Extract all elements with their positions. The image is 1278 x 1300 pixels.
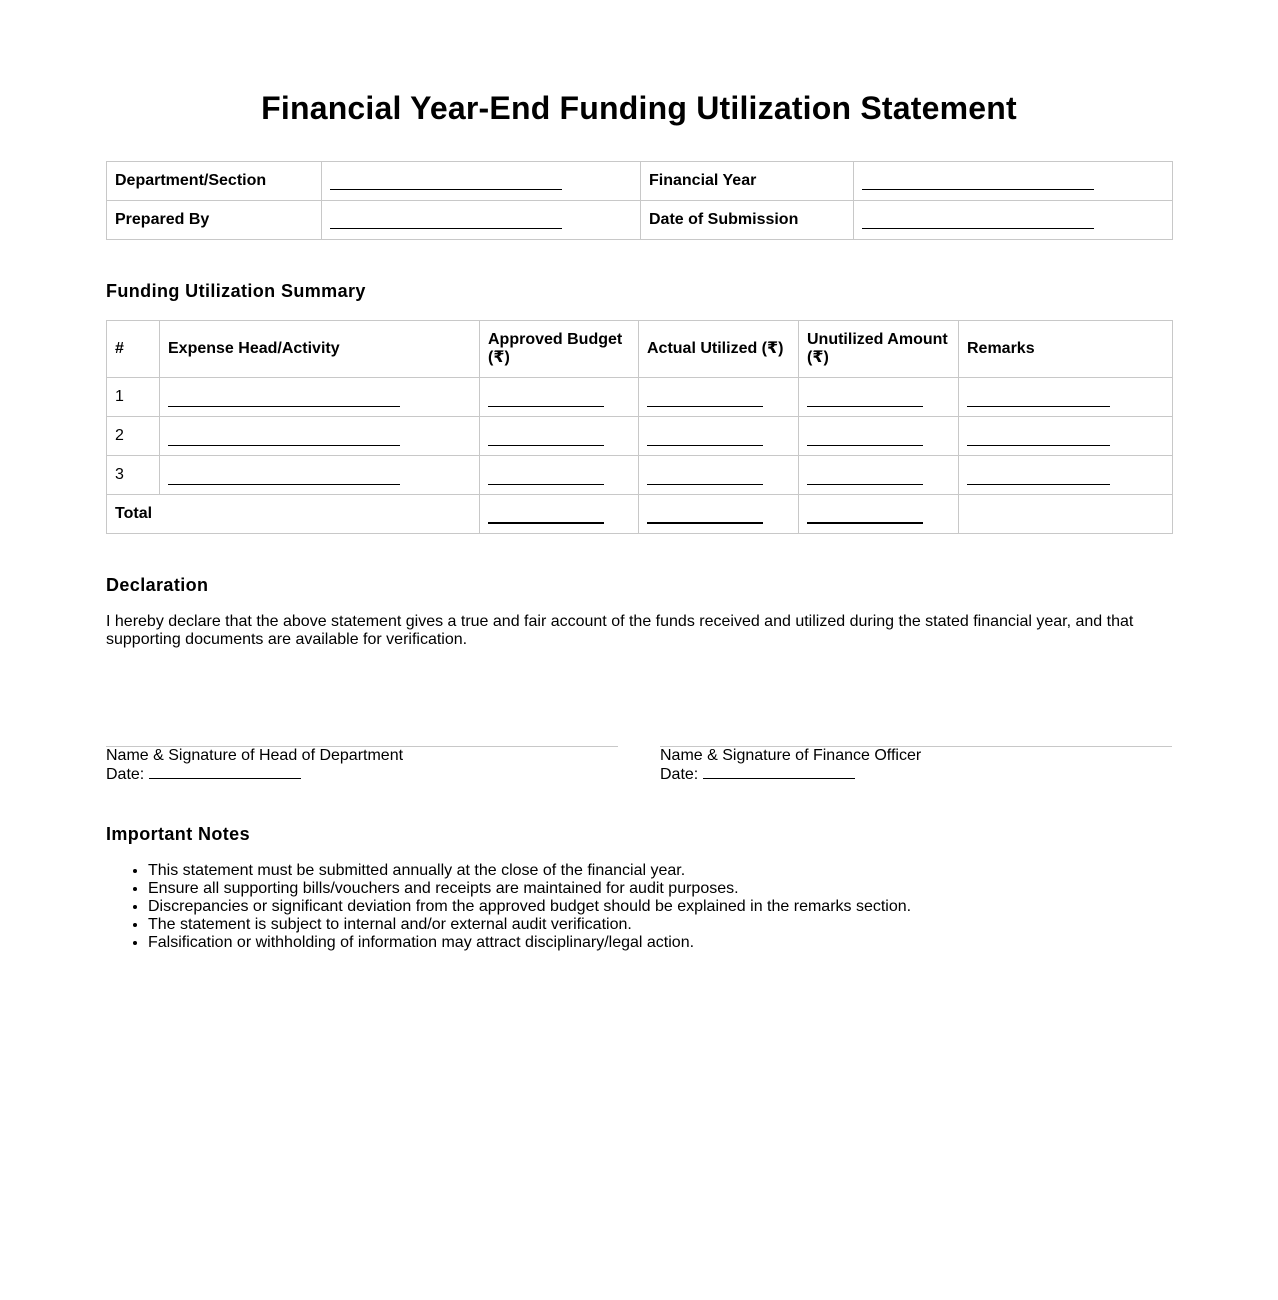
info-table [106, 161, 1173, 240]
department-label: Department/Section [107, 162, 322, 201]
row-number: 2 [107, 417, 160, 456]
column-header-actual: Actual Utilized (₹) [639, 321, 799, 378]
financial-year-label: Financial Year [641, 162, 854, 201]
remarks-field[interactable] [959, 456, 1173, 495]
expense-field[interactable] [160, 456, 480, 495]
expense-field[interactable] [160, 417, 480, 456]
table-row [107, 378, 1173, 417]
total-approved-field[interactable] [480, 495, 639, 534]
list-item: • This statement must be submitted annually at the close of the financial year. [148, 862, 911, 880]
funding-table [106, 320, 1173, 534]
summary-heading: Funding Utilization Summary [106, 281, 366, 301]
remarks-field[interactable] [959, 378, 1173, 417]
info-row [107, 201, 1173, 240]
actual-field[interactable] [639, 456, 799, 495]
actual-field[interactable] [639, 417, 799, 456]
total-unutilized-field[interactable] [799, 495, 959, 534]
finance-date-field[interactable] [703, 765, 855, 779]
column-header-expense: Expense Head/Activity [160, 321, 480, 378]
prepared-by-label: Prepared By [107, 201, 322, 240]
column-header-number: # [107, 321, 160, 378]
unutilized-field[interactable] [799, 417, 959, 456]
column-header-unutilized: Unutilized Amount (₹) [799, 321, 959, 378]
notes-list [106, 862, 911, 952]
hod-date-label: Date: [106, 766, 145, 783]
financial-year-field[interactable] [854, 162, 1173, 201]
column-header-approved: Approved Budget (₹) [480, 321, 639, 378]
unutilized-field[interactable] [799, 378, 959, 417]
total-label: Total [107, 495, 480, 534]
hod-signature-block [106, 746, 618, 784]
table-header-row [107, 321, 1173, 378]
expense-field[interactable] [160, 378, 480, 417]
finance-signature-block [660, 746, 1172, 784]
column-header-remarks: Remarks [959, 321, 1173, 378]
approved-field[interactable] [480, 417, 639, 456]
department-field[interactable] [322, 162, 641, 201]
row-number: 3 [107, 456, 160, 495]
list-item: • Falsification or withholding of information may attract disciplinary/legal action. [148, 934, 911, 952]
prepared-by-field[interactable] [322, 201, 641, 240]
notes-heading: Important Notes [106, 824, 251, 844]
finance-date-line [660, 765, 1172, 784]
declaration-heading: Declaration [106, 575, 209, 595]
hod-signature-label: Name & Signature of Head of Department [106, 747, 404, 764]
info-row [107, 162, 1173, 201]
total-row [107, 495, 1173, 534]
date-submission-label: Date of Submission [641, 201, 854, 240]
approved-field[interactable] [480, 378, 639, 417]
table-row [107, 417, 1173, 456]
finance-signature-label: Name & Signature of Finance Officer [660, 747, 922, 764]
date-submission-field[interactable] [854, 201, 1173, 240]
total-remarks-cell [959, 495, 1173, 534]
list-item: • Discrepancies or significant deviation from the approved budget should be explained in the remarks section. [148, 898, 911, 916]
remarks-field[interactable] [959, 417, 1173, 456]
total-actual-field[interactable] [639, 495, 799, 534]
list-item: • The statement is subject to internal and/or external audit verification. [148, 916, 911, 934]
approved-field[interactable] [480, 456, 639, 495]
list-item: • Ensure all supporting bills/vouchers and receipts are maintained for audit purposes. [148, 880, 911, 898]
hod-date-line [106, 765, 618, 784]
table-row [107, 456, 1173, 495]
hod-date-field[interactable] [149, 765, 301, 779]
actual-field[interactable] [639, 378, 799, 417]
unutilized-field[interactable] [799, 456, 959, 495]
page-title: Financial Year-End Funding Utilization Statement [261, 90, 1017, 126]
finance-date-label: Date: [660, 766, 699, 783]
declaration-text: I hereby declare that the above statement gives a true and fair account of the funds received and utilized during the stated financial year, and that supporting documents are available for verification. [106, 613, 1134, 648]
row-number: 1 [107, 378, 160, 417]
